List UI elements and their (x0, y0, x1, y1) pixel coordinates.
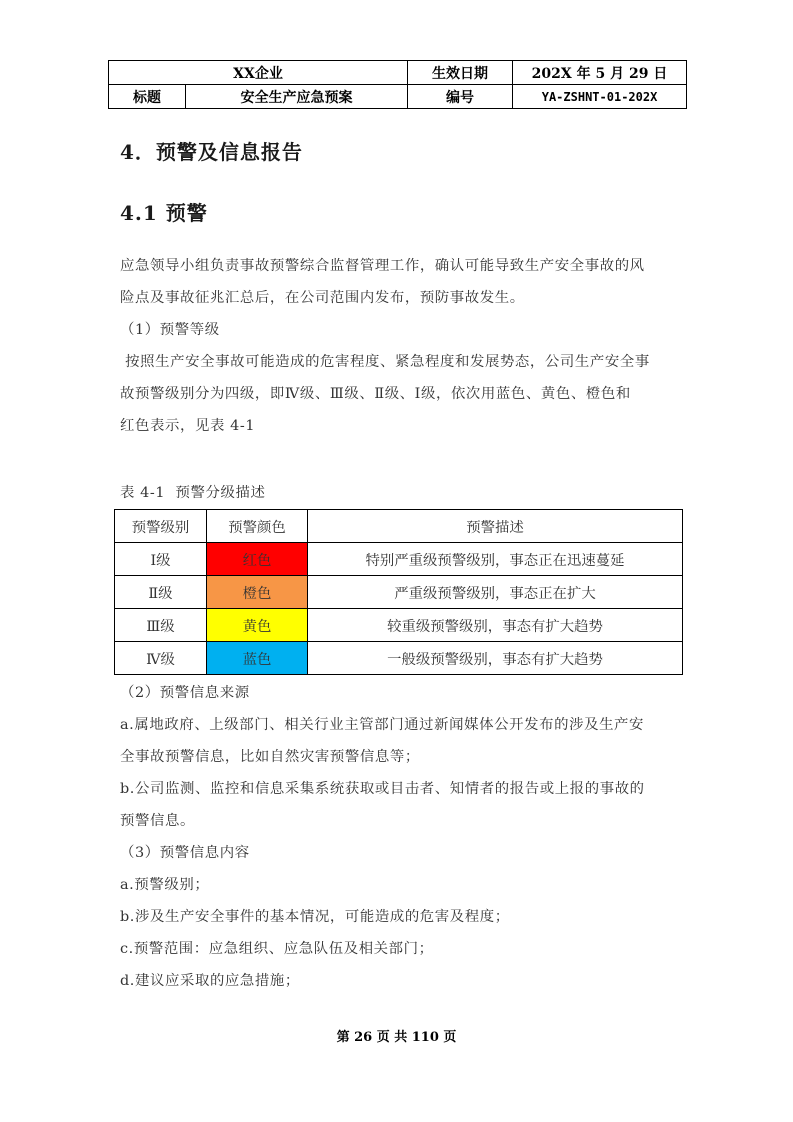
intro-line-1: 应急领导小组负责事故预警综合监督管理工作，确认可能导致生产安全事故的风 (120, 258, 645, 274)
warning-level-table (114, 509, 683, 675)
title-label: 标题 (109, 85, 186, 109)
description-cell: 较重级预警级别，事态有扩大趋势 (308, 609, 683, 642)
table-row (115, 543, 683, 576)
level-cell: Ⅳ级 (115, 642, 207, 675)
intro-line-2: 险点及事故征兆汇总后，在公司范围内发布，预防事故发生。 (120, 290, 525, 306)
color-swatch-red: 红色 (207, 543, 308, 576)
level-desc-line-3: 红色表示，见表 4-1 (120, 418, 256, 434)
content-item-d: d.建议应采取的应急措施； (120, 973, 300, 989)
table-row (115, 609, 683, 642)
level-cell: Ⅲ级 (115, 609, 207, 642)
section-heading: 4．预警及信息报告 (120, 140, 303, 164)
document-number: YA-ZSHNT-01-202X (513, 85, 687, 109)
table-row (115, 576, 683, 609)
header-row-1 (109, 61, 687, 85)
effective-date-label: 生效日期 (408, 61, 513, 85)
level-desc-line-2: 故预警级别分为四级，即Ⅳ级、Ⅲ级、Ⅱ级、Ⅰ级，依次用蓝色、黄色、橙色和 (120, 386, 631, 402)
subsection-heading: 4.1 预警 (120, 201, 208, 225)
document-header-table (108, 60, 687, 109)
source-b-line-2: 预警信息。 (120, 813, 195, 829)
warning-content-heading: （3）预警信息内容 (120, 845, 250, 861)
header-color: 预警颜色 (207, 510, 308, 543)
content-item-c: c.预警范围：应急组织、应急队伍及相关部门； (120, 941, 434, 957)
description-cell: 严重级预警级别，事态正在扩大 (308, 576, 683, 609)
color-swatch-orange: 橙色 (207, 576, 308, 609)
content-item-b: b.涉及生产安全事件的基本情况，可能造成的危害及程度； (120, 909, 510, 925)
level-cell: Ⅰ级 (115, 543, 207, 576)
color-swatch-yellow: 黄色 (207, 609, 308, 642)
level-cell: Ⅱ级 (115, 576, 207, 609)
warning-level-heading: （1）预警等级 (120, 322, 220, 338)
number-label: 编号 (408, 85, 513, 109)
company-name: XX企业 (109, 61, 408, 85)
warning-level-section (120, 314, 686, 442)
content-item-a: a.预警级别； (120, 877, 210, 893)
source-a-line-2: 全事故预警信息，比如自然灾害预警信息等； (120, 749, 420, 765)
effective-date-value: 202X 年 5 月 29 日 (513, 61, 687, 85)
description-cell: 特别严重级预警级别，事态正在迅速蔓延 (308, 543, 683, 576)
source-a-line-1: a.属地政府、上级部门、相关行业主管部门通过新闻媒体公开发布的涉及生产安 (120, 717, 645, 733)
table-header-row (115, 510, 683, 543)
description-cell: 一般级预警级别，事态有扩大趋势 (308, 642, 683, 675)
source-b-line-1: b.公司监测、监控和信息采集系统获取或目击者、知情者的报告或上报的事故的 (120, 781, 645, 797)
document-title: 安全生产应急预案 (186, 85, 408, 109)
header-description: 预警描述 (308, 510, 683, 543)
warning-source-heading: （2）预警信息来源 (120, 685, 250, 701)
level-desc-line-1: 按照生产安全事故可能造成的危害程度、紧急程度和发展势态，公司生产安全事 (120, 354, 650, 370)
intro-paragraph (120, 250, 686, 314)
header-level: 预警级别 (115, 510, 207, 543)
header-row-2 (109, 85, 687, 109)
warning-source-section (120, 677, 686, 997)
color-swatch-blue: 蓝色 (207, 642, 308, 675)
table-caption: 表 4-1 预警分级描述 (120, 485, 266, 501)
page-footer: 第 26 页 共 110 页 (336, 1030, 457, 1045)
table-row (115, 642, 683, 675)
